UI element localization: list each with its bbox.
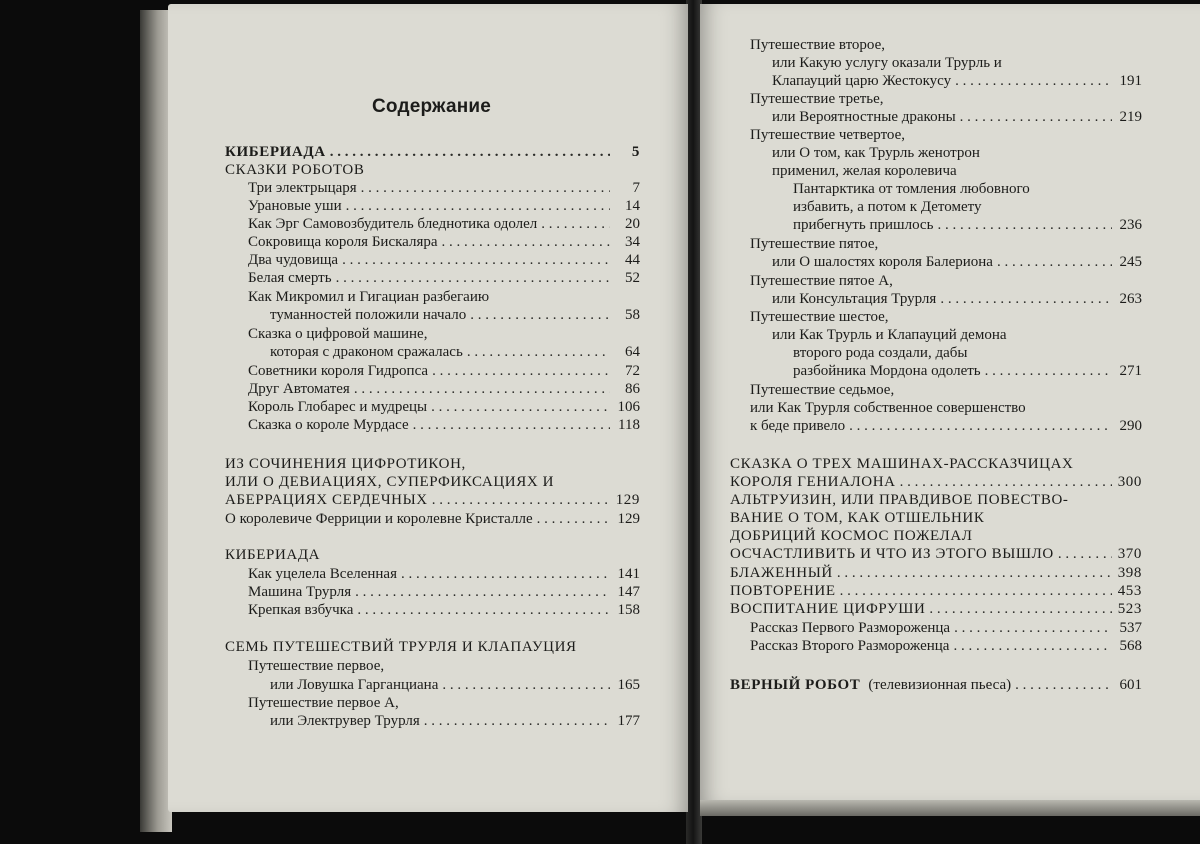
page-title: Содержание (372, 96, 492, 117)
toc-entry-line: второго рода создали, дабы (793, 345, 968, 361)
toc-entry: или О шалостях короля Балериона . . . 245 (772, 253, 1142, 271)
toc-entry: БЛАЖЕННЫЙ . . . 398 (730, 564, 1142, 582)
toc-entry: которая с драконом сражалась . . . 64 (270, 343, 640, 361)
toc-entry-line: или Как Трурль и Клапауций демона (772, 327, 1007, 343)
section-heading: СКАЗКА О ТРЕХ МАШИНАХ-РАССКАЗЧИЦАХ (730, 456, 1074, 472)
toc-entry: Как Эрг Самовозбудитель бледнотика одолел . . . 20 (248, 215, 640, 233)
toc-entry: Белая смерть . . . 52 (248, 269, 640, 287)
toc-entry-line: Путешествие первое, (248, 658, 385, 674)
toc-entry-line: Путешествие пятое, (750, 236, 879, 252)
toc-entry-line: или О том, как Трурль женотрон (772, 145, 980, 161)
toc-entry: Советники короля Гидропса . . . 72 (248, 362, 640, 380)
toc-entry-line: применил, желая королевича (772, 163, 957, 179)
toc-entry: к беде привело . . . 290 (750, 417, 1142, 435)
toc-entry: туманностей положили начало . . . 58 (270, 306, 640, 324)
toc-entry: Машина Трурля . . . 147 (248, 583, 640, 601)
toc-entry: или Вероятностные драконы . . . 219 (772, 108, 1142, 126)
toc-entry: Клапауций царю Жестокусу . . . 191 (772, 72, 1142, 90)
toc-entry: или Ловушка Гарганциана . . . 165 (270, 676, 640, 694)
toc-entry: Как уцелела Вселенная . . . 141 (248, 565, 640, 583)
toc-entry: КИБЕРИАДА . . . 5 (225, 143, 640, 161)
toc-entry: ОСЧАСТЛИВИТЬ И ЧТО ИЗ ЭТОГО ВЫШЛО . . . 370 (730, 545, 1142, 563)
toc-entry-line: Путешествие четвертое, (750, 127, 906, 143)
toc-entry: Рассказ Первого Размороженца . . . 537 (750, 619, 1142, 637)
toc-entry-line: или Как Трурля собственное совершенство (750, 400, 1026, 416)
toc-entry-line: или Какую услугу оказали Трурль и (772, 55, 1002, 71)
toc-entry-line: Пантарктика от томления любовного (793, 181, 1030, 197)
toc-entry: Друг Автоматея . . . 86 (248, 380, 640, 398)
toc-entry-line: Путешествие третье, (750, 91, 884, 107)
toc-entry-line: Путешествие второе, (750, 37, 886, 53)
toc-entry: Сокровища короля Бискаляра . . . 34 (248, 233, 640, 251)
toc-entry: прибегнуть пришлось . . . 236 (793, 216, 1142, 234)
toc-entry: ВЕРНЫЙ РОБОТ (телевизионная пьеса) . . . 601 (730, 676, 1142, 694)
toc-entry-line: избавить, а потом к Детомету (793, 199, 982, 215)
toc-entry-line: Как Микромил и Гигациан разбегаию (248, 289, 490, 305)
toc-entry-line: Путешествие пятое А, (750, 273, 893, 289)
section-heading: СКАЗКИ РОБОТОВ (225, 162, 365, 178)
toc-entry: Король Глобарес и мудрецы . . . 106 (248, 398, 640, 416)
toc-entry: разбойника Мордона одолеть . . . 271 (793, 362, 1142, 380)
toc-entry: Рассказ Второго Размороженца . . . 568 (750, 637, 1142, 655)
section-heading: ДОБРИЦИЙ КОСМОС ПОЖЕЛАЛ (730, 528, 973, 544)
section-heading: ИЛИ О ДЕВИАЦИЯХ, СУПЕРФИКСАЦИЯХ И (225, 474, 555, 490)
toc-entry: Крепкая взбучка . . . 158 (248, 601, 640, 619)
toc-entry: или Консультация Трурля . . . 263 (772, 290, 1142, 308)
toc-entry: ПОВТОРЕНИЕ . . . 453 (730, 582, 1142, 600)
toc-entry: Три электрыцаря . . . 7 (248, 179, 640, 197)
page-edge (700, 800, 1200, 816)
section-heading: СЕМЬ ПУТЕШЕСТВИЙ ТРУРЛЯ И КЛАПАУЦИЯ (225, 639, 577, 655)
toc-entry-line: Путешествие шестое, (750, 309, 889, 325)
toc-entry: КОРОЛЯ ГЕНИАЛОНА . . . 300 (730, 473, 1142, 491)
section-heading: КИБЕРИАДА (225, 547, 321, 563)
section-heading: ВАНИЕ О ТОМ, КАК ОТШЕЛЬНИК (730, 510, 985, 526)
toc-entry: Урановые уши . . . 14 (248, 197, 640, 215)
toc-entry: ВОСПИТАНИЕ ЦИФРУШИ . . . 523 (730, 600, 1142, 618)
toc-entry: Два чудовища . . . 44 (248, 251, 640, 269)
toc-entry-line: Сказка о цифровой машине, (248, 326, 428, 342)
toc-entry-line: Путешествие седьмое, (750, 382, 895, 398)
toc-entry: или Электрувер Трурля . . . 177 (270, 712, 640, 730)
section-heading: АЛЬТРУИЗИН, ИЛИ ПРАВДИВОЕ ПОВЕСТВО- (730, 492, 1069, 508)
toc-entry: Сказка о короле Мурдасе . . . 118 (248, 416, 640, 434)
toc-entry-line: Путешествие первое А, (248, 695, 399, 711)
toc-entry: О королевиче Ферриции и королевне Кристалле . . . 129 (225, 510, 640, 528)
toc-entry: АБЕРРАЦИЯХ СЕРДЕЧНЫХ . . . 129 (225, 491, 640, 509)
section-heading: ИЗ СОЧИНЕНИЯ ЦИФРОТИКОН, (225, 456, 466, 472)
